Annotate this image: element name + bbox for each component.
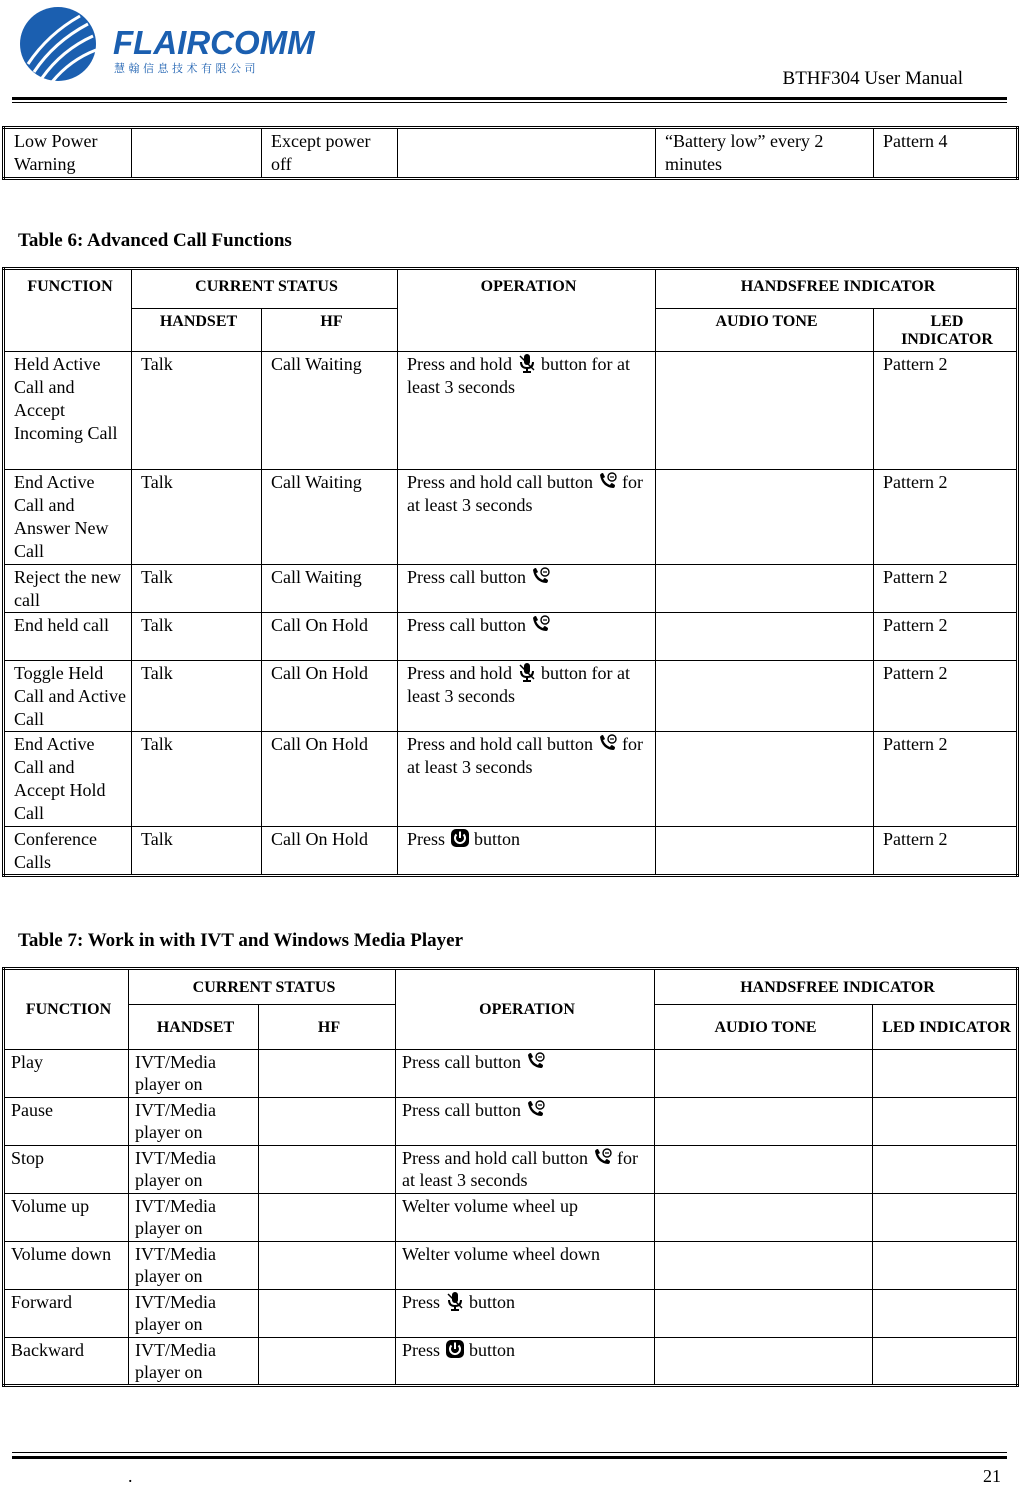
header-function: FUNCTION: [4, 969, 129, 1050]
operation-text: Press and hold: [407, 663, 513, 683]
cell-hf: [259, 1338, 396, 1386]
table-row: [4, 1050, 1018, 1098]
phone-icon: [531, 614, 551, 634]
brand-cn-text: 慧 翰 信 息 技 术 有 限 公 司: [114, 62, 256, 75]
cell-function: Stop: [4, 1146, 129, 1194]
header-handsfree-indicator: HANDSFREE INDICATOR: [655, 969, 1018, 1005]
cell-operation: [396, 1098, 655, 1146]
header-handset: HANDSET: [129, 1005, 259, 1050]
manual-title: BTHF304 User Manual: [782, 68, 963, 89]
cell-led: Pattern 2: [874, 827, 1018, 876]
operation-text: Press and hold call button: [407, 734, 593, 754]
cell-audio-tone: [655, 1338, 873, 1386]
operation-text-suffix: button: [469, 1340, 516, 1360]
cell-handset: Talk: [132, 352, 262, 470]
operation-text: Press: [402, 1292, 441, 1312]
cell-led: Pattern 2: [874, 613, 1018, 661]
operation-text-suffix: for at least 3 seconds: [402, 1148, 638, 1190]
header-operation: OPERATION: [396, 969, 655, 1050]
phone-icon: [598, 471, 618, 491]
continued-table: [2, 126, 1019, 180]
header-function: FUNCTION: [4, 269, 132, 352]
logo-globe-icon: [18, 4, 318, 90]
operation-text-suffix: for at least 3 seconds: [407, 472, 643, 515]
cell-operation: [398, 613, 656, 661]
table-row: [4, 827, 1018, 876]
cell-hf: Call On Hold: [262, 661, 398, 732]
cell-audio-tone: [656, 661, 874, 732]
cell-led: Pattern 4: [874, 128, 1018, 179]
page-number: 21: [983, 1466, 1001, 1486]
header-hf: HF: [262, 309, 398, 352]
phone-icon: [531, 566, 551, 586]
cell-function: Low Power Warning: [4, 128, 132, 179]
operation-text: Press call button: [407, 567, 527, 587]
operation-text: Press and hold: [407, 354, 513, 374]
operation-text: Press call button: [407, 615, 527, 635]
operation-text-suffix: button: [469, 1292, 516, 1312]
cell-handset: IVT/Media player on: [129, 1146, 259, 1194]
operation-text: Welter volume wheel down: [402, 1244, 601, 1264]
header-audio-tone: AUDIO TONE: [655, 1005, 873, 1050]
advanced-call-functions-table: [2, 267, 1019, 877]
cell-hf: [259, 1098, 396, 1146]
table-row: [4, 470, 1018, 565]
cell-hf: [259, 1194, 396, 1242]
operation-text: Welter volume wheel up: [402, 1196, 579, 1216]
cell-operation: [396, 1146, 655, 1194]
cell-handset: Talk: [132, 613, 262, 661]
cell-led: [873, 1194, 1018, 1242]
operation-text: Press call button: [402, 1100, 522, 1120]
cell-led: [873, 1050, 1018, 1098]
cell-audio-tone: [656, 352, 874, 470]
cell-operation: [398, 128, 656, 179]
cell-function: Conference Calls: [4, 827, 132, 876]
phone-icon: [526, 1051, 546, 1071]
header-current-status: CURRENT STATUS: [132, 269, 398, 309]
cell-function: Toggle Held Call and Active Call: [4, 661, 132, 732]
cell-handset: IVT/Media player on: [129, 1194, 259, 1242]
phone-icon: [526, 1099, 546, 1119]
header-hf: HF: [259, 1005, 396, 1050]
cell-audio-tone: [655, 1290, 873, 1338]
cell-function: Forward: [4, 1290, 129, 1338]
brand-text: FLAIRCOMM: [113, 24, 315, 61]
mic-icon: [517, 353, 537, 373]
cell-hf: [259, 1290, 396, 1338]
cell-audio-tone: [656, 565, 874, 613]
cell-audio-tone: [655, 1098, 873, 1146]
header-rule-thin: [12, 102, 1007, 103]
cell-audio-tone: “Battery low” every 2 minutes: [656, 128, 874, 179]
cell-operation: [398, 470, 656, 565]
header-rule: [12, 97, 1007, 100]
table-row: [4, 613, 1018, 661]
cell-audio-tone: [656, 470, 874, 565]
footer-dot: .: [128, 1466, 133, 1486]
cell-handset: IVT/Media player on: [129, 1290, 259, 1338]
phone-icon: [598, 733, 618, 753]
table7-caption: Table 7: Work in with IVT and Windows Media Player: [18, 930, 464, 951]
cell-hf: Call Waiting: [262, 470, 398, 565]
cell-function: Volume up: [4, 1194, 129, 1242]
cell-function: Play: [4, 1050, 129, 1098]
table-row: [4, 352, 1018, 470]
table-row: [4, 1098, 1018, 1146]
operation-text-suffix: button for at least 3 seconds: [407, 663, 630, 706]
cell-handset: IVT/Media player on: [129, 1242, 259, 1290]
power-icon: [445, 1339, 465, 1359]
header-handset: HANDSET: [132, 309, 262, 352]
cell-function: Backward: [4, 1338, 129, 1386]
ivt-media-player-table: [2, 967, 1019, 1387]
header-current-status: CURRENT STATUS: [129, 969, 396, 1005]
power-icon: [450, 828, 470, 848]
cell-operation: [398, 827, 656, 876]
cell-hf: Except power off: [262, 128, 398, 179]
mic-icon: [517, 662, 537, 682]
table-row: [4, 1242, 1018, 1290]
cell-led: Pattern 2: [874, 352, 1018, 470]
cell-hf: Call Waiting: [262, 565, 398, 613]
table-row: [4, 661, 1018, 732]
table-row: [4, 565, 1018, 613]
operation-text-suffix: button: [474, 829, 521, 849]
cell-hf: Call On Hold: [262, 827, 398, 876]
cell-led: [873, 1242, 1018, 1290]
cell-audio-tone: [656, 827, 874, 876]
cell-hf: Call On Hold: [262, 732, 398, 827]
cell-function: End Active Call and Accept Hold Call: [4, 732, 132, 827]
footer-rule: [12, 1456, 1007, 1459]
header-handsfree-indicator: HANDSFREE INDICATOR: [656, 269, 1018, 309]
cell-handset: Talk: [132, 565, 262, 613]
cell-handset: Talk: [132, 661, 262, 732]
cell-audio-tone: [655, 1242, 873, 1290]
cell-hf: [259, 1050, 396, 1098]
company-logo: [18, 4, 318, 90]
operation-text: Press: [402, 1340, 441, 1360]
table-row: [4, 732, 1018, 827]
cell-handset: IVT/Media player on: [129, 1050, 259, 1098]
mic-icon: [445, 1291, 465, 1311]
cell-function: End held call: [4, 613, 132, 661]
table-row: [4, 128, 1018, 179]
cell-operation: [398, 732, 656, 827]
footer-rule-thin: [12, 1452, 1007, 1453]
cell-function: Pause: [4, 1098, 129, 1146]
cell-operation: [396, 1194, 655, 1242]
cell-led: Pattern 2: [874, 661, 1018, 732]
cell-operation: [396, 1290, 655, 1338]
header-led-indicator: LED INDICATOR: [874, 309, 1018, 352]
cell-operation: [396, 1242, 655, 1290]
cell-function: Reject the new call: [4, 565, 132, 613]
cell-handset: IVT/Media player on: [129, 1098, 259, 1146]
cell-audio-tone: [655, 1146, 873, 1194]
cell-handset: Talk: [132, 732, 262, 827]
operation-text: Press and hold call button: [407, 472, 593, 492]
operation-text-suffix: button for at least 3 seconds: [407, 354, 630, 397]
cell-hf: Call On Hold: [262, 613, 398, 661]
cell-led: [873, 1098, 1018, 1146]
phone-icon: [593, 1147, 613, 1167]
operation-text: Press and hold call button: [402, 1148, 588, 1168]
cell-audio-tone: [655, 1050, 873, 1098]
cell-function: Volume down: [4, 1242, 129, 1290]
cell-hf: [259, 1242, 396, 1290]
cell-led: [873, 1146, 1018, 1194]
cell-operation: [398, 352, 656, 470]
header-audio-tone: AUDIO TONE: [656, 309, 874, 352]
cell-operation: [396, 1050, 655, 1098]
cell-audio-tone: [655, 1194, 873, 1242]
cell-led: Pattern 2: [874, 732, 1018, 827]
operation-text: Press call button: [402, 1052, 522, 1072]
cell-hf: Call Waiting: [262, 352, 398, 470]
cell-led: [873, 1290, 1018, 1338]
operation-text-suffix: for at least 3 seconds: [407, 734, 643, 777]
cell-function: End Active Call and Answer New Call: [4, 470, 132, 565]
table-row: [4, 1194, 1018, 1242]
cell-audio-tone: [656, 613, 874, 661]
cell-led: [873, 1338, 1018, 1386]
cell-audio-tone: [656, 732, 874, 827]
table-row: [4, 1290, 1018, 1338]
cell-handset: Talk: [132, 470, 262, 565]
table6-caption: Table 6: Advanced Call Functions: [18, 230, 292, 251]
cell-hf: [259, 1146, 396, 1194]
cell-led: Pattern 2: [874, 470, 1018, 565]
cell-handset: IVT/Media player on: [129, 1338, 259, 1386]
cell-operation: [398, 661, 656, 732]
table-row: [4, 1146, 1018, 1194]
cell-operation: [396, 1338, 655, 1386]
operation-text: Press: [407, 829, 446, 849]
cell-operation: [398, 565, 656, 613]
cell-led: Pattern 2: [874, 565, 1018, 613]
header-operation: OPERATION: [398, 269, 656, 352]
cell-handset: [132, 128, 262, 179]
table-row: [4, 1338, 1018, 1386]
cell-function: Held Active Call and Accept Incoming Call: [4, 352, 132, 470]
cell-handset: Talk: [132, 827, 262, 876]
header-led-indicator: LED INDICATOR: [873, 1005, 1018, 1050]
